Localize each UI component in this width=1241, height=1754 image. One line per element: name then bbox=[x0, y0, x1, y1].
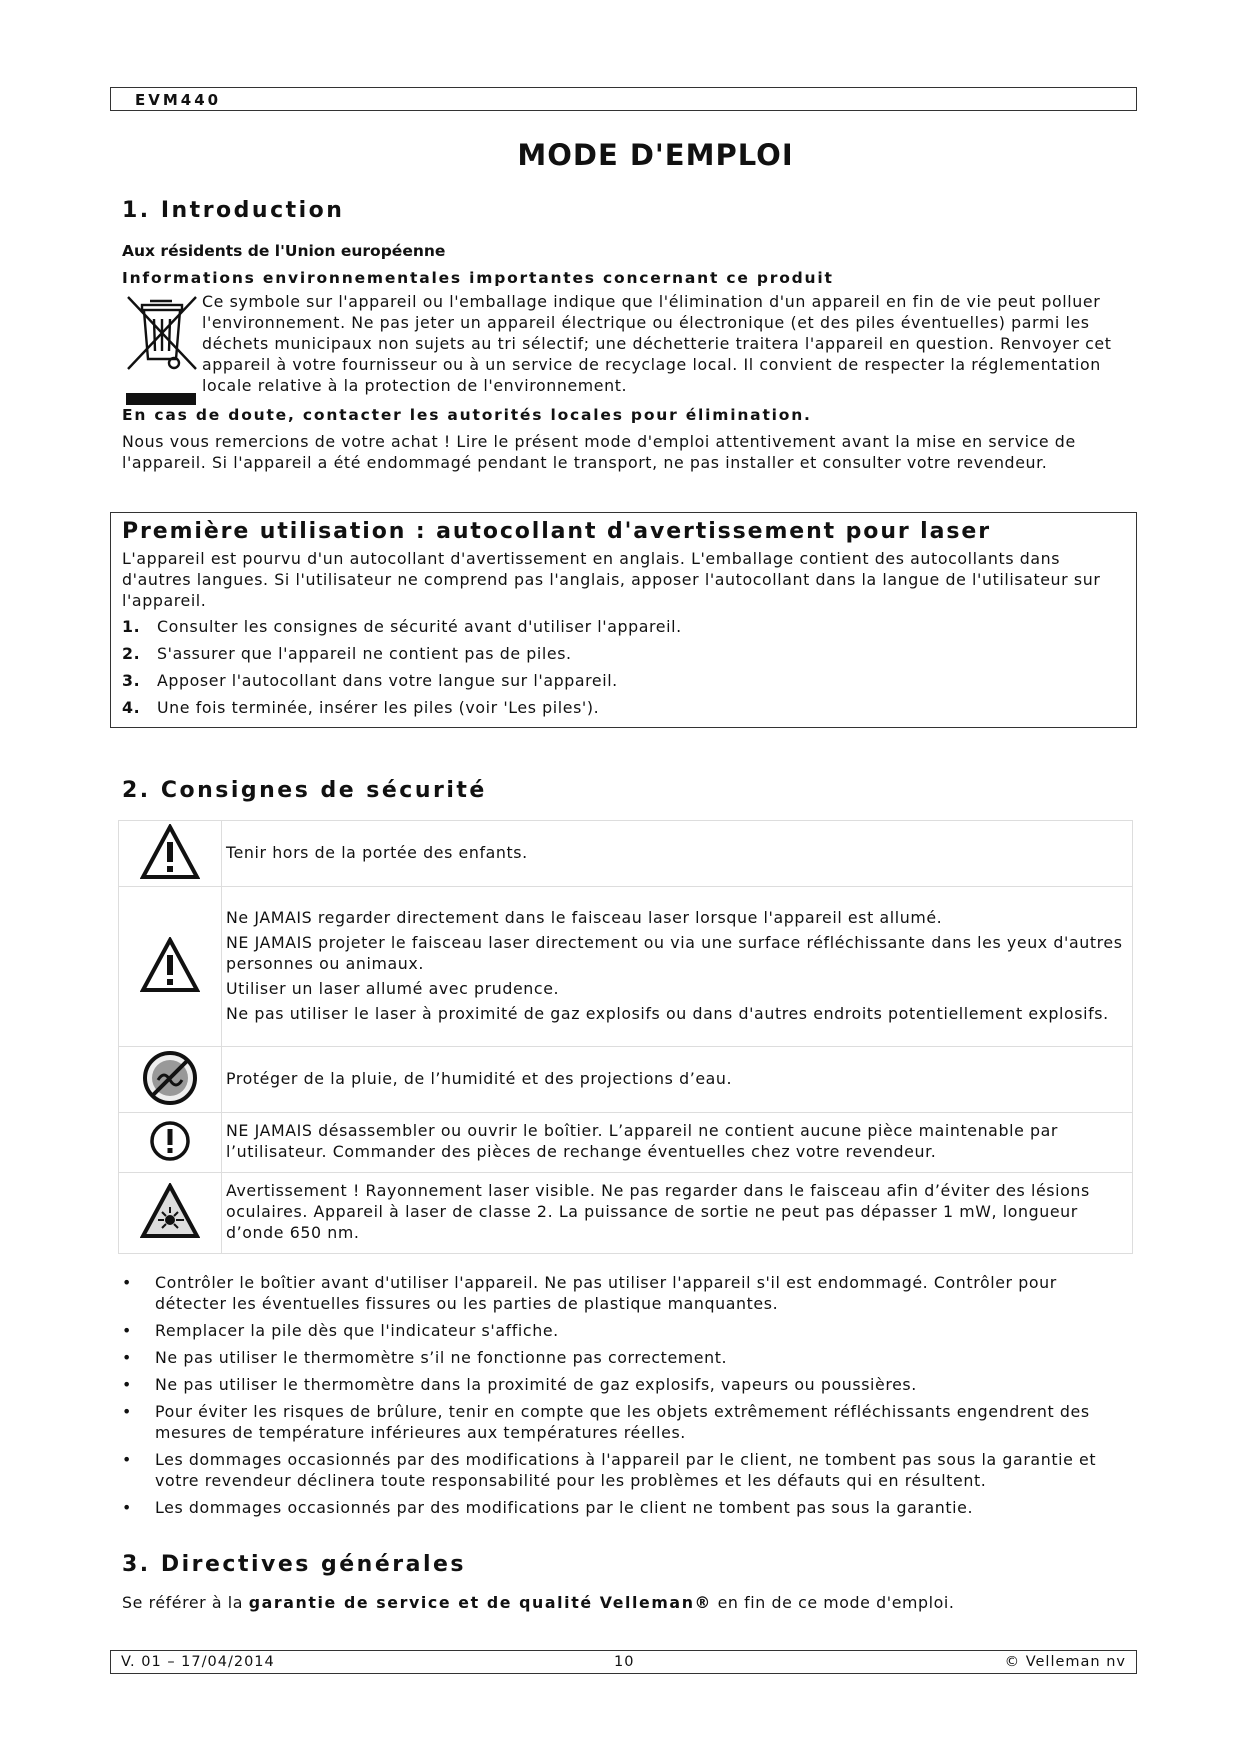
laser-warning-icon bbox=[119, 1173, 222, 1254]
no-water-splash-icon bbox=[119, 1047, 222, 1113]
step-4: 4. Une fois terminée, insérer les piles (voir 'Les piles'). bbox=[122, 698, 600, 717]
exclamation-circle-icon bbox=[119, 1113, 222, 1173]
safety-row bbox=[119, 821, 1133, 887]
list-item: • Ne pas utiliser le thermomètre s’il ne fonctionne pas correctement. bbox=[122, 1347, 1122, 1368]
section-3-heading: 3. Directives générales bbox=[122, 1552, 467, 1577]
first-use-box bbox=[110, 512, 1137, 728]
safety-text: Utiliser un laser allumé avec prudence. bbox=[226, 978, 560, 998]
section-1-heading: 1. Introduction bbox=[122, 198, 345, 223]
section-2-heading: 2. Consignes de sécurité bbox=[122, 778, 487, 803]
first-use-intro: L'appareil est pourvu d'un autocollant d'avertissement en anglais. L'emballage contient des autocollants dans d'autres langues. Si l'utilisateur ne comprend pas l'anglais, apposer l'autocollant dans la langue de l'utilisateur sur l'appareil. bbox=[122, 549, 1101, 610]
safety-row bbox=[119, 1173, 1133, 1254]
model-label: EVM440 bbox=[135, 91, 222, 109]
list-item: • Pour éviter les risques de brûlure, tenir en compte que les objets extrêmement réfléchissants engendrent des mesures de température inférieures aux températures réelles. bbox=[122, 1401, 1122, 1443]
step-2: 2. S'assurer que l'appareil ne contient pas de piles. bbox=[122, 644, 572, 663]
safety-row bbox=[119, 1047, 1133, 1113]
weee-paragraph: Ce symbole sur l'appareil ou l'emballage indique que l'élimination d'un appareil en fin de vie peut polluer l'environnement. Ne pas jeter un appareil électrique ou électronique (et des piles éventuelles) parmi les déchets municipaux non sujets au tri sélectif; une déchetterie traitera l'appareil en question. Renvoyer cet appareil à votre fournisseur ou à un service de recyclage local. Il convient de respecter la réglementation locale relative à la protection de l'environnement. bbox=[202, 292, 1112, 395]
weee-bin-icon bbox=[124, 293, 200, 407]
safety-text: NE JAMAIS projeter le faisceau laser directement ou via une surface réfléchissante dans les yeux d'autres personnes ou animaux. bbox=[226, 932, 1123, 973]
first-use-steps bbox=[122, 616, 1125, 718]
warranty-bold: garantie de service et de qualité Velleman® bbox=[248, 1593, 712, 1612]
copyright-label: © Velleman nv bbox=[1004, 1654, 1126, 1670]
warranty-note: Se référer à la garantie de service et de qualité Velleman® en fin de ce mode d'emploi. bbox=[122, 1593, 955, 1612]
safety-table bbox=[118, 820, 1133, 1254]
doubt-note: En cas de doute, contacter les autorités locales pour élimination. bbox=[122, 406, 812, 424]
page-number: 10 bbox=[614, 1654, 635, 1670]
safety-text: Ne pas utiliser le laser à proximité de gaz explosifs ou dans d'autres endroits potentiellement explosifs. bbox=[226, 1003, 1109, 1023]
header-bar bbox=[110, 87, 1137, 111]
list-item: • Les dommages occasionnés par des modifications par le client ne tombent pas sous la garantie. bbox=[122, 1497, 1122, 1518]
eu-title: Aux résidents de l'Union européenne bbox=[122, 242, 446, 260]
page-title: MODE D'EMPLOI bbox=[517, 138, 794, 172]
safety-text: Ne JAMAIS regarder directement dans le faisceau laser lorsque l'appareil est allumé. bbox=[226, 907, 943, 927]
first-use-heading: Première utilisation : autocollant d'avertissement pour laser bbox=[122, 519, 991, 544]
warning-triangle-icon bbox=[119, 887, 222, 1047]
step-3: 3. Apposer l'autocollant dans votre langue sur l'appareil. bbox=[122, 671, 618, 690]
list-item: • Les dommages occasionnés par des modifications à l'appareil par le client, ne tombent pas sous la garantie et votre revendeur déclinera toute responsabilité pour les problèmes et les défauts qui en résultent. bbox=[122, 1449, 1122, 1491]
safety-text: NE JAMAIS désassembler ou ouvrir le boîtier. L’appareil ne contient aucune pièce maintenable par l’utilisateur. Commander des pièces de rechange éventuelles chez votre revendeur. bbox=[226, 1121, 1059, 1161]
list-item: • Contrôler le boîtier avant d'utiliser l'appareil. Ne pas utiliser l'appareil s'il est endommagé. Contrôler pour détecter les éventuelles fissures ou les parties de plastique manquantes. bbox=[122, 1272, 1122, 1314]
safety-text: Avertissement ! Rayonnement laser visible. Ne pas regarder dans le faisceau afin d’éviter des lésions oculaires. Appareil à laser de classe 2. La puissance de sortie ne peut pas dépasser 1 mW, longueur d’onde 650 nm. bbox=[226, 1181, 1090, 1242]
list-item: • Remplacer la pile dès que l'indicateur s'affiche. bbox=[122, 1320, 1122, 1341]
safety-row bbox=[119, 1113, 1133, 1173]
step-1: 1. Consulter les consignes de sécurité avant d'utiliser l'appareil. bbox=[122, 617, 682, 636]
safety-bullets bbox=[122, 1272, 1122, 1524]
thanks-paragraph: Nous vous remercions de votre achat ! Lire le présent mode d'emploi attentivement avant la mise en service de l'appareil. Si l'appareil a été endommagé pendant le transport, ne pas installer et consulter votre revendeur. bbox=[122, 432, 1076, 472]
footer-bar bbox=[110, 1650, 1137, 1674]
safety-text: Tenir hors de la portée des enfants. bbox=[226, 842, 528, 862]
env-title: Informations environnementales importantes concernant ce produit bbox=[122, 269, 834, 287]
warning-triangle-icon bbox=[119, 821, 222, 887]
list-item: • Ne pas utiliser le thermomètre dans la proximité de gaz explosifs, vapeurs ou poussières. bbox=[122, 1374, 1122, 1395]
safety-row bbox=[119, 887, 1133, 1047]
safety-text: Protéger de la pluie, de l’humidité et des projections d’eau. bbox=[226, 1068, 733, 1088]
version-label: V. 01 – 17/04/2014 bbox=[121, 1654, 275, 1670]
